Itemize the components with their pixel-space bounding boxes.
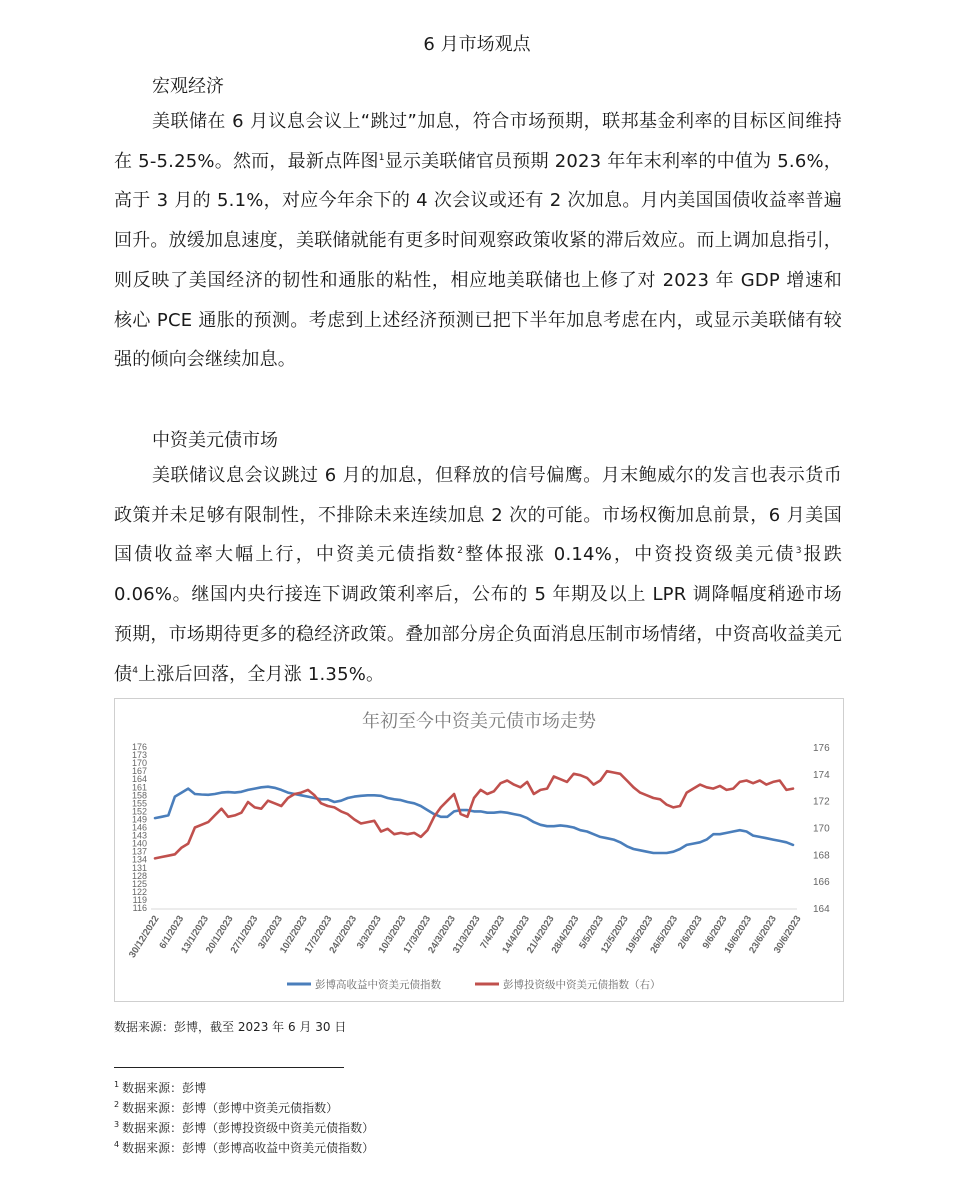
chart-source: 数据来源：彭博，截至 2023 年 6 月 30 日 [114,1020,347,1034]
x-tick-label: 9/6/2023 [700,913,730,951]
footnote-ref-3[interactable]: 3 [795,546,802,557]
right-tick-label: 168 [813,850,830,862]
x-tick-label: 24/3/2023 [426,913,458,956]
right-tick-label: 174 [813,769,830,781]
footnote-3 [114,1119,374,1136]
footnote-text: 数据来源：彭博（彭博高收益中资美元债指数） [122,1141,375,1155]
paragraph-text: 报跌 0.06%。继国内央行接连下调政策利率后，公布的 5 年期及以上 LPR 调降幅度稍逊市场预期，市场期待更多的稳经济政策。叠加部分房企负面消息压制市场情绪，中资高收益美元债 [114,544,843,685]
paragraph-text: 显示美联储官员预期 2023 年年末利率的中值为 5.6%，高于 3 月的 5.1%，对应今年余下的 4 次会议或还有 2 次加息。月内美国国债收益率普遍回升。放缓加息速度，美联储就能有更多时间观察政策收紧的滞后效应。而上调加息指引，则反映了美国经济的韧性和通胀的粘性，相应地美联储也上修了对 2023 年 GDP 增速和核心 PCE 通胀的预测。考虑到上述经济预测已把下半年加息考虑在内，或显示美联储有较强的倾向会继续加息。 [114,150,842,371]
x-tick-label: 10/2/2023 [277,913,310,956]
footnote-ref-1[interactable]: 1 [378,152,385,163]
left-tick-label: 140 [131,838,147,849]
footnote-number: 1 [114,1080,120,1089]
left-tick-label: 173 [131,750,147,761]
footnote-divider [114,1067,344,1068]
legend-label: 彭博高收益中资美元债指数 [315,980,441,991]
left-tick-label: 155 [131,798,147,809]
x-tick-label: 14/4/2023 [500,913,532,956]
footnote-2 [114,1099,338,1116]
left-tick-label: 125 [131,878,147,889]
footnote-ref-4[interactable]: 4 [132,665,139,676]
x-tick-label: 24/2/2023 [327,913,360,956]
left-tick-label: 116 [132,903,147,913]
paragraph-text: 美联储在 6 月议息会议上“跳过”加息，符合市场预期，联邦基金利率的目标区间维持在 5-5.25%。然而，最新点阵图 [114,111,842,172]
x-tick-label: 3/2/2023 [256,913,286,951]
left-tick-label: 149 [131,814,147,825]
left-tick-label: 134 [131,854,147,865]
market-trend-chart [114,698,844,1002]
x-tick-label: 31/3/2023 [450,913,483,956]
paragraph-text: 上涨后回落，全月涨 1.35%。 [138,663,385,685]
footnote-ref-2[interactable]: 2 [457,546,464,557]
left-tick-label: 152 [131,806,147,817]
footnote-text: 数据来源：彭博（彭博投资级中资美元债指数） [122,1121,375,1135]
paragraph-china-usd-bond [114,456,842,694]
left-tick-label: 161 [131,782,147,793]
x-tick-label: 23/6/2023 [747,913,779,956]
x-tick-label: 28/4/2023 [549,913,582,956]
x-tick-label: 3/3/2023 [354,913,384,951]
x-tick-label: 2/6/2023 [675,913,705,951]
chart-svg [115,699,843,1001]
x-tick-label: 19/5/2023 [623,913,656,956]
left-tick-label: 119 [132,894,147,905]
x-tick-label: 26/5/2023 [648,913,681,956]
left-tick-label: 176 [131,742,147,752]
x-tick-label: 27/1/2023 [228,913,261,956]
left-tick-label: 122 [131,886,147,897]
left-tick-label: 143 [131,830,147,841]
x-tick-label: 17/3/2023 [401,913,434,956]
footnote-number: 4 [114,1140,120,1149]
x-tick-label: 13/1/2023 [179,913,211,956]
left-tick-label: 137 [131,846,147,857]
footnote-4 [114,1139,374,1156]
x-tick-label: 30/12/2022 [127,913,162,960]
x-tick-label: 5/5/2023 [577,913,607,951]
page-title: 6 月市场观点 [423,34,531,55]
left-tick-label: 131 [131,862,147,873]
x-tick-label: 21/4/2023 [524,913,557,956]
paragraph-macro [114,102,842,380]
heading-macro: 宏观经济 [152,76,224,97]
right-tick-label: 172 [813,796,830,808]
paragraph-text: 美联储议息会议跳过 6 月的加息，但释放的信号偏鹰。月末鲍威尔的发言也表示货币政策并未足够有限制性，不排除未来连续加息 2 次的可能。市场权衡加息前景，6 月美国国债收益率大幅上行，中资美元债指数 [114,465,842,566]
x-tick-label: 20/1/2023 [203,913,236,956]
footnote-number: 3 [114,1120,120,1129]
footnote-1 [114,1079,206,1096]
heading-china-usd-bond: 中资美元债市场 [152,430,278,451]
x-tick-label: 17/2/2023 [302,913,335,956]
left-tick-label: 170 [131,758,147,769]
right-tick-label: 176 [813,743,830,754]
right-tick-label: 166 [813,877,830,889]
left-tick-label: 128 [131,870,147,881]
left-tick-label: 158 [131,790,147,801]
right-tick-label: 170 [813,823,830,835]
right-tick-label: 164 [813,904,830,915]
x-tick-label: 16/6/2023 [722,913,755,956]
x-tick-label: 10/3/2023 [376,913,409,956]
paragraph-text: 整体报涨 0.14%，中资投资级美元债 [463,544,796,566]
left-tick-label: 167 [131,766,147,777]
footnote-text: 数据来源：彭博（彭博中资美元债指数） [122,1101,339,1115]
x-tick-label: 7/4/2023 [478,913,508,951]
footnote-number: 2 [114,1100,120,1109]
footnote-text: 数据来源：彭博 [122,1081,207,1095]
left-tick-label: 146 [131,822,147,833]
left-tick-label: 164 [131,774,147,785]
legend-label: 彭博投资级中资美元债指数（右） [503,980,661,991]
chart-title: 年初至今中资美元债市场走势 [362,711,596,732]
x-tick-label: 6/1/2023 [157,913,187,951]
x-tick-label: 12/5/2023 [598,913,631,956]
x-tick-label: 30/6/2023 [771,913,804,956]
series-line-investment-grade [155,771,793,858]
